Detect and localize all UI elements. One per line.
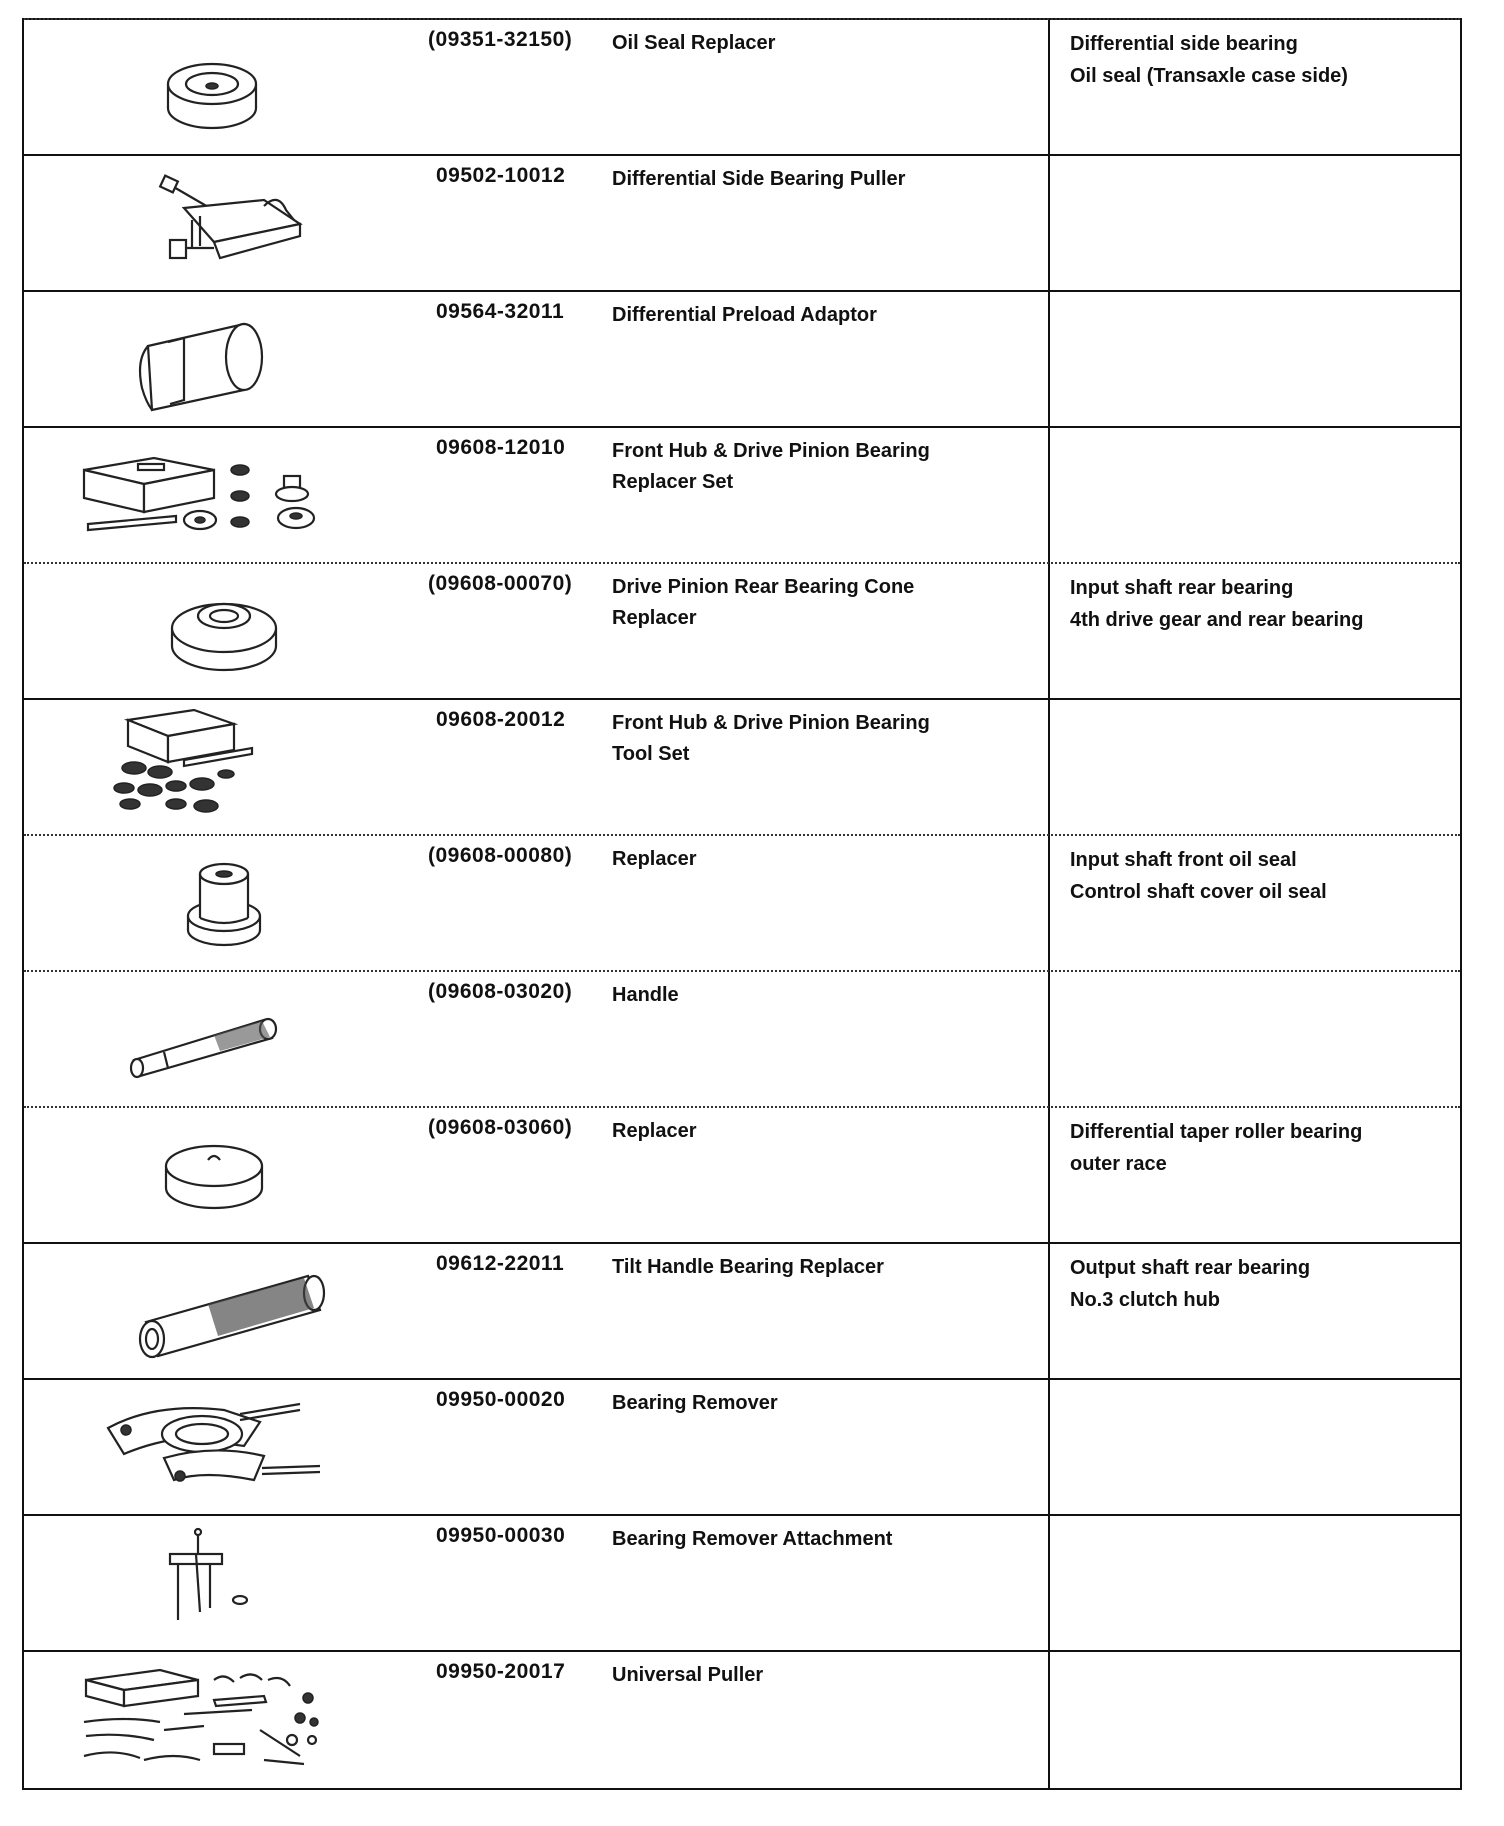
table-row <box>24 698 1460 836</box>
table-row <box>24 290 1460 428</box>
tool-name: Front Hub & Drive Pinion Bearing Replacer Set <box>612 440 930 493</box>
tool-name: Handle <box>612 984 679 1006</box>
part-number: 09608-12010 <box>436 436 566 459</box>
tool-name: Differential Preload Adaptor <box>612 304 877 326</box>
part-number: (09608-03020) <box>428 980 573 1003</box>
usage-notes <box>1070 1252 1460 1316</box>
usage-note: Differential taper roller bearing <box>1070 1121 1363 1143</box>
oil-seal-replacer-icon <box>64 28 404 146</box>
tool-name: Bearing Remover Attachment <box>612 1528 893 1550</box>
tool-name: Replacer <box>612 1120 697 1142</box>
tilt-handle-replacer-icon <box>64 1252 404 1370</box>
table-row <box>24 970 1460 1108</box>
part-number: (09608-00070) <box>428 572 573 595</box>
usage-note: Output shaft rear bearing <box>1070 1257 1311 1279</box>
tool-set-icon <box>64 708 404 826</box>
tool-name: Oil Seal Replacer <box>612 32 776 54</box>
universal-puller-icon <box>64 1660 404 1778</box>
table-row <box>24 1650 1460 1792</box>
bearing-cone-replacer-icon <box>64 572 404 690</box>
table-row <box>24 18 1460 156</box>
usage-notes <box>1070 572 1460 636</box>
replacer-icon <box>64 844 404 962</box>
table-row <box>24 154 1460 292</box>
usage-notes <box>1070 844 1460 908</box>
usage-note: 4th drive gear and rear bearing <box>1070 609 1364 631</box>
part-number: 09950-00020 <box>436 1388 566 1411</box>
table-row <box>24 1242 1460 1380</box>
part-number: 09950-00030 <box>436 1524 566 1547</box>
table-row <box>24 834 1460 972</box>
usage-note: Control shaft cover oil seal <box>1070 881 1327 903</box>
usage-note: outer race <box>1070 1153 1167 1175</box>
disc-replacer-icon <box>64 1116 404 1234</box>
table-row <box>24 1514 1460 1652</box>
table-row <box>24 1106 1460 1244</box>
table-row <box>24 562 1460 700</box>
usage-notes <box>1070 28 1460 92</box>
preload-adaptor-icon <box>64 300 404 418</box>
usage-note: Input shaft front oil seal <box>1070 849 1297 871</box>
usage-notes <box>1070 1116 1460 1180</box>
tool-name: Front Hub & Drive Pinion Bearing Tool Set <box>612 712 930 765</box>
tool-name: Bearing Remover <box>612 1392 778 1414</box>
part-number: 09950-20017 <box>436 1660 566 1683</box>
special-service-tools-table <box>22 18 1462 1790</box>
handle-icon <box>64 980 404 1098</box>
part-number: 09608-20012 <box>436 708 566 731</box>
bearing-remover-icon <box>64 1388 404 1506</box>
tool-name: Differential Side Bearing Puller <box>612 168 906 190</box>
tool-name: Drive Pinion Rear Bearing Cone Replacer <box>612 576 915 629</box>
table-row <box>24 1378 1460 1516</box>
part-number: 09612-22011 <box>436 1252 565 1275</box>
usage-note: Oil seal (Transaxle case side) <box>1070 65 1348 87</box>
usage-note: Differential side bearing <box>1070 33 1298 55</box>
remover-attachment-icon <box>64 1524 404 1642</box>
part-number: (09351-32150) <box>428 28 573 51</box>
usage-note: Input shaft rear bearing <box>1070 577 1294 599</box>
tool-name: Universal Puller <box>612 1664 764 1686</box>
tool-name: Replacer <box>612 848 697 870</box>
table-row <box>24 426 1460 564</box>
part-number: 09564-32011 <box>436 300 565 323</box>
usage-note: No.3 clutch hub <box>1070 1289 1220 1311</box>
part-number: (09608-03060) <box>428 1116 573 1139</box>
tool-name: Tilt Handle Bearing Replacer <box>612 1256 884 1278</box>
bearing-puller-icon <box>64 164 404 282</box>
replacer-set-icon <box>64 436 404 554</box>
part-number: (09608-00080) <box>428 844 573 867</box>
part-number: 09502-10012 <box>436 164 566 187</box>
